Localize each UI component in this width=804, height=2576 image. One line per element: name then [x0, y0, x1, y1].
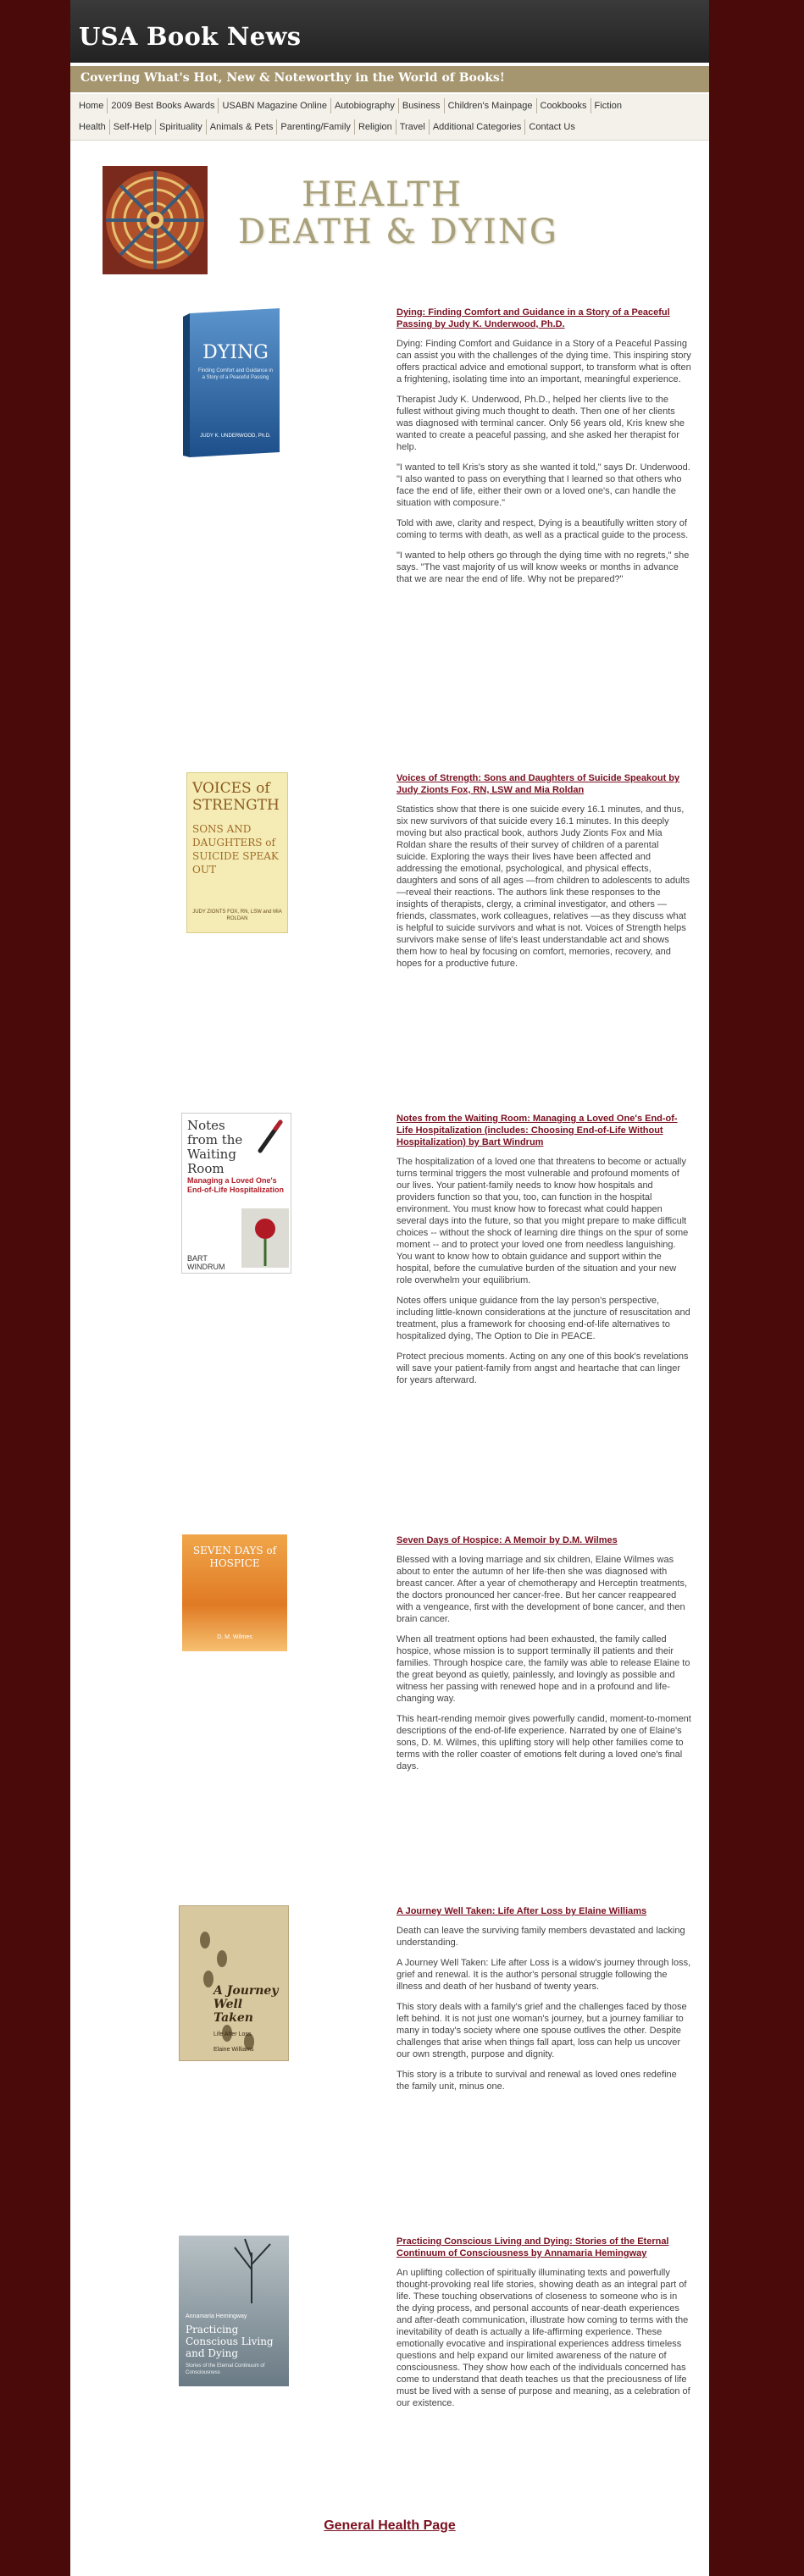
book-paragraph: "I wanted to tell Kris's story as she wanted it told," says Dr. Underwood. "I also wanted to pass on everything that I learned so that others who face the end of life, either their own or a loved one's, can handle the situation with composure." — [396, 462, 690, 508]
book-cover-conscious-living-dying[interactable] — [179, 2236, 289, 2386]
book-paragraph: Therapist Judy K. Underwood, Ph.D., helped her clients live to the fullest without giving much thought to death. Then one of her clients was diagnosed with terminal cancer. Only 56 years old, Kris knew she wanted to create a peaceful passing, and she asked her therapist for help. — [396, 395, 685, 452]
nav-item-childrens[interactable]: Children's Mainpage — [445, 98, 537, 113]
book-title-link[interactable]: Notes from the Waiting Room: Managing a Loved One's End-of-Life Hospitalization (includes: Choosing End-of-Life Without Hospitalization) by Bart Windrum — [396, 1114, 678, 1147]
book-paragraph: An uplifting collection of spiritually illuminating texts and powerfully thought-provoking real life stories, showing death as an integral part of life. These touching observations of closeness to someone who is in the dying process, and personal accounts of near-death experiences and after-death communication, illustrate how coming to terms with the inevitability of death is actually a life-affirming experience. These emotionally evocative and inspirational experiences address timeless questions and help expand our limited awareness of the nature of consciousness. They show how each of the individuals concerned has come to understand that death teaches us that the preciousness of life must be lived with a sense of purpose and meaning, as a celebration of our existence. — [396, 2268, 690, 2408]
cover-title: VOICES of STRENGTH — [192, 780, 280, 814]
nav-item-magazine-online[interactable]: USABN Magazine Online — [219, 98, 331, 113]
tree-icon — [179, 2236, 289, 2303]
book-title-link[interactable]: A Journey Well Taken: Life After Loss by Elaine Williams — [396, 1906, 647, 1916]
book-description — [396, 307, 691, 594]
nav-item-cookbooks[interactable]: Cookbooks — [537, 98, 591, 113]
book-paragraph: Told with awe, clarity and respect, Dying is a beautifully written story of coming to terms with death, as well as a practical guide to the process. — [396, 518, 689, 540]
cover-author: BART WINDRUM — [187, 1254, 225, 1271]
nav-item-best-books-awards[interactable]: 2009 Best Books Awards — [108, 98, 219, 113]
book-paragraph: Blessed with a loving marriage and six children, Elaine Wilmes was about to enter the autumn of her life-then she was diagnosed with breast cancer. After a year of chemotherapy and Herceptin treatments, the doctors pronounced her cancer-free. But her cancer reappeared with a vengeance, first with the development of bone cancer, and then brain cancer. — [396, 1555, 688, 1624]
nav-item-additional-categories[interactable]: Additional Categories — [430, 119, 526, 135]
nav-item-health[interactable]: Health — [75, 119, 110, 135]
book-cover-journey-well-taken[interactable] — [179, 1905, 289, 2061]
nav-item-travel[interactable]: Travel — [396, 119, 430, 135]
book-paragraph: Statistics show that there is one suicide every 16.1 minutes, and thus, six new survivors of that suicide every 16.1 minutes. In this deeply moving but also practical book, authors Judy Zionts Fox and Mia Roldan share the results of their survey of children of a parental suicide. Exploring the ways their lives have been affected and addressing the emotional, psychological, and physical effects, daughters and sons of all ages —from children to adolescents to adults —reveal their reactions. The authors link these responses to the insights of therapists, clergy, a criminal investigator, and others —friends, classmates, work colleagues, relatives —as they discuss what is helpful to suicide survivors and what is not. Voices of Strength helps survivors make sense of life's least understandable act and shows them how to heal by focusing on comfort, memories, recovery, and hopes for a productive future. — [396, 804, 690, 969]
cover-author: JUDY ZIONTS FOX, RN, LSW and MIA ROLDAN — [192, 909, 282, 921]
nav-item-religion[interactable]: Religion — [355, 119, 396, 135]
book-cover-notes-waiting-room[interactable] — [181, 1113, 291, 1274]
book-paragraph: "I wanted to help others go through the dying time with no regrets," she says. "The vast majority of us will know weeks or months in advance that we are near the end of life. Why not be prepared?" — [396, 550, 690, 584]
book-paragraph: The hospitalization of a loved one that threatens to become or actually turns terminal triggers the most vulnerable and profound moments of our lives. Your patient-family needs to know how hospitals and providers function so that you, too, can function in the hospital environment. You must know how to forecast what could happen several days into the future, so that you might prepare to make difficult choices -- without the shock of learning dire things on the spur of some moment -- and to protect your loved one from needless languishing. You want to know how to obtain guidance and support within the hospital, before the cumulative burden of the situation and your new role overwhelm your equilibrium. — [396, 1157, 689, 1285]
book-title-link[interactable]: Seven Days of Hospice: A Memoir by D.M. Wilmes — [396, 1535, 618, 1545]
cover-title: Notes from the Waiting Room — [187, 1118, 243, 1176]
pen-icon — [253, 1119, 286, 1156]
banner-title — [238, 175, 558, 252]
book-paragraph: Death can leave the surviving family members devastated and lacking understanding. — [396, 1926, 685, 1948]
book-description — [396, 1534, 691, 1781]
book-description — [396, 1905, 691, 2101]
book-paragraph: When all treatment options had been exhausted, the family called hospice, whose mission is to support terminally ill patients and their families. Through hospice care, the family was able to release Elaine to the great beyond as quietly, painlessly, and lovingly as possible and witness her passing with renewed hope and in a profound and life-changing way. — [396, 1634, 690, 1704]
book-title-link[interactable]: Voices of Strength: Sons and Daughters of Suicide Speakout by Judy Zionts Fox, RN, LSW and Mia Roldan — [396, 773, 680, 795]
book-description — [396, 1113, 691, 1395]
book-cover-voices-of-strength[interactable] — [186, 772, 288, 933]
nav-item-home[interactable]: Home — [75, 98, 108, 113]
book-paragraph: This story deals with a family's grief and the challenges faced by those left behind. It is not just one woman's journey, but a journey familiar to many in today's society where one spouse outlives the other. Despite challenges that arise when things fall apart, loss can help us uncover our own strength, purpose and dignity. — [396, 2002, 687, 2059]
main-navigation — [70, 94, 709, 141]
cover-title: SEVEN DAYS of HOSPICE — [192, 1545, 277, 1569]
mandala-emblem-icon — [103, 166, 208, 274]
nav-item-spirituality[interactable]: Spirituality — [156, 119, 207, 135]
cover-author: Annamaria Hemingway — [186, 2313, 247, 2319]
nav-item-parenting-family[interactable]: Parenting/Family — [277, 119, 355, 135]
page-container — [70, 0, 709, 2576]
cover-author: D. M. Wilmes — [217, 1634, 252, 1640]
cover-title: A Journey Well Taken — [213, 1984, 279, 2025]
cover-title: Practicing Conscious Living and Dying — [186, 2324, 274, 2359]
category-banner — [103, 166, 558, 276]
cover-title: DYING — [202, 342, 269, 363]
book-paragraph: Notes offers unique guidance from the lay person's perspective, including little-known considerations at the juncture of resuscitation and treatment, plus a framework for choosing end-of-life alternatives to hospitalized dying, The Option to Die in PEACE. — [396, 1296, 690, 1341]
cover-subtitle: Managing a Loved One's End-of-Life Hospitalization — [187, 1176, 284, 1194]
site-header — [70, 0, 709, 63]
cover-author: JUDY K. UNDERWOOD, Ph.D. — [200, 434, 271, 439]
cover-subtitle: Finding Comfort and Guidance in a Story of a Peaceful Passing — [197, 368, 274, 380]
book-cover-seven-days-hospice[interactable] — [182, 1534, 287, 1651]
nav-item-self-help[interactable]: Self-Help — [110, 119, 156, 135]
book-paragraph: This heart-rending memoir gives powerfully candid, moment-to-moment descriptions of the end-of-life experience. Narrated by one of Elaine's sons, D. M. Wilmes, this uplifting story will help other families come to terms with the roller coaster of emotions felt during a loved one's final days. — [396, 1714, 691, 1772]
rose-icon — [241, 1208, 289, 1268]
book-title-link[interactable]: Dying: Finding Comfort and Guidance in a Story of a Peaceful Passing by Judy K. Underwood, Ph.D. — [396, 307, 670, 329]
nav-item-autobiography[interactable]: Autobiography — [331, 98, 399, 113]
cover-subtitle: SONS AND DAUGHTERS of SUICIDE SPEAK OUT — [192, 823, 279, 876]
banner-line-health: HEALTH — [302, 175, 463, 214]
nav-item-fiction[interactable]: Fiction — [594, 101, 622, 111]
cover-author: Elaine Williams — [213, 2047, 254, 2053]
book-description — [396, 772, 691, 978]
nav-row-2 — [75, 119, 579, 135]
book-paragraph: This story is a tribute to survival and renewal as loved ones redefine the family unit, minus one. — [396, 2070, 677, 2092]
banner-line-death-dying: DEATH & DYING — [238, 213, 558, 252]
nav-item-business[interactable]: Business — [399, 98, 445, 113]
site-tagline: Covering What's Hot, New & Noteworthy in the World of Books! — [80, 71, 505, 85]
cover-subtitle: Stories of the Eternal Continuum of Consciousness — [186, 2363, 265, 2375]
book-cover-dying[interactable] — [181, 307, 283, 459]
site-title[interactable]: USA Book News — [79, 22, 302, 51]
book-paragraph: A Journey Well Taken: Life after Loss is a widow's journey through loss, grief and renewal. It is the author's personal struggle following the illness and death of her husband of twenty years. — [396, 1958, 691, 1992]
tagline-bar — [70, 66, 709, 92]
nav-item-animals-pets[interactable]: Animals & Pets — [207, 119, 278, 135]
book-paragraph: Protect precious moments. Acting on any one of this book's revelations will save your patient-family from angst and heartache that can linger for years afterward. — [396, 1352, 689, 1385]
book-paragraph: Dying: Finding Comfort and Guidance in a Story of a Peaceful Passing can assist you with the challenges of the dying time. This inspiring story offers practical advice and emotional support, to transform what is often a frightening, isolating time into an important, meaningful experience. — [396, 339, 691, 384]
book-title-link[interactable]: Practicing Conscious Living and Dying: Stories of the Eternal Continuum of Consciousness by Annamaria Hemingway — [396, 2236, 669, 2258]
nav-item-contact-us[interactable]: Contact Us — [529, 122, 575, 132]
book-description — [396, 2236, 691, 2418]
general-health-page-link[interactable]: General Health Page — [324, 2518, 456, 2533]
cover-subtitle: Life After Loss — [213, 2032, 252, 2037]
nav-row-1 — [75, 98, 625, 113]
